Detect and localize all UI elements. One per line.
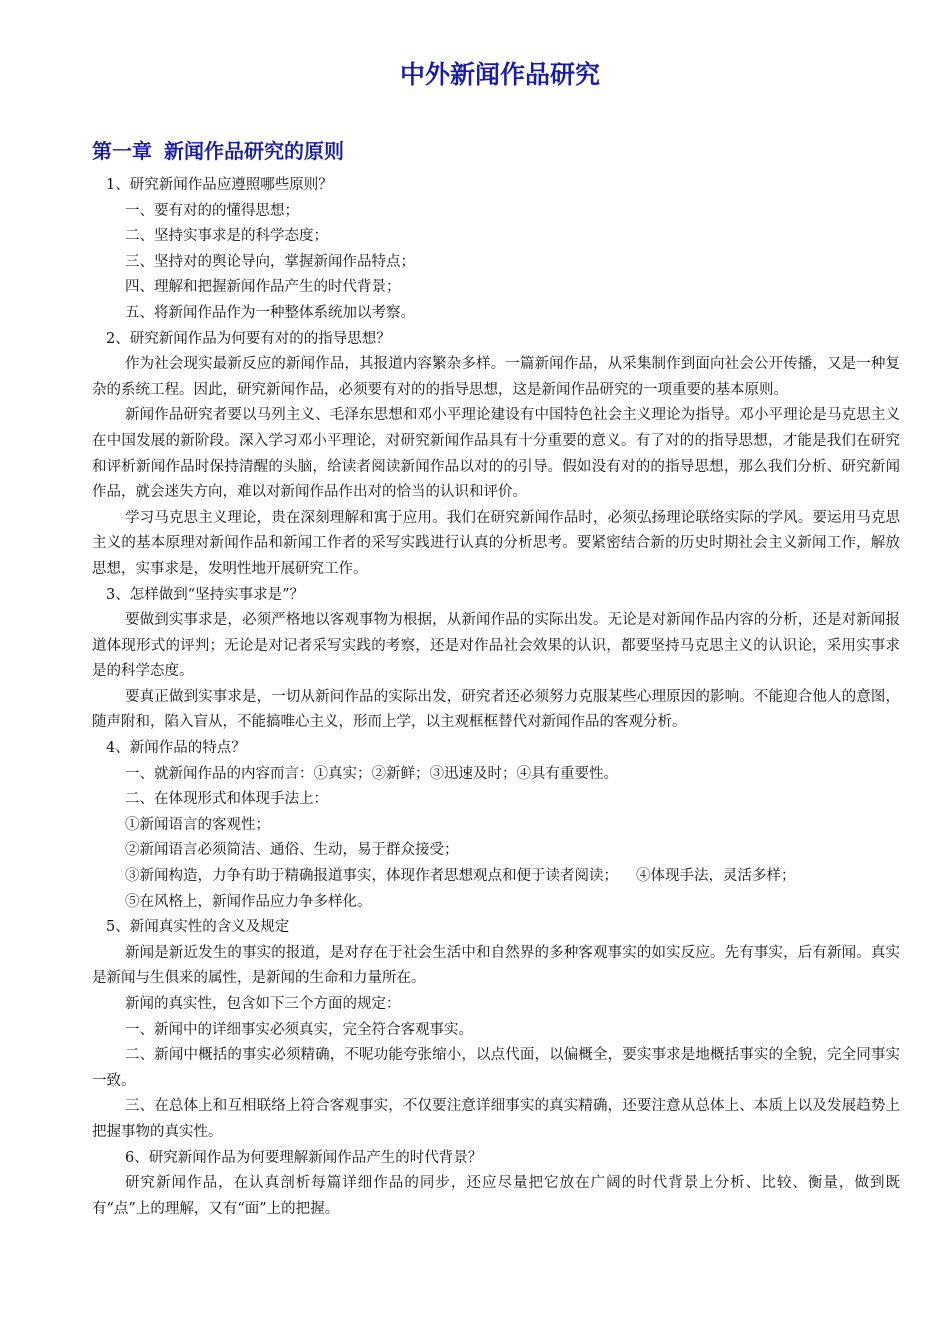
chapter-name: 新闻作品研究的原则: [164, 139, 344, 163]
indented-line: 四、理解和把握新闻作品产生的时代背景；: [125, 279, 401, 296]
question-heading: 4、新闻作品的特点？: [106, 740, 246, 757]
document-body: [92, 173, 900, 1222]
document-title: 中外新闻作品研究: [399, 60, 600, 89]
line-segment: ③新闻构造，力争有助于精确报道事实，体现作者思想观点和便于读者阅读；: [125, 868, 618, 885]
indented-line: 二、在体现形式和体现手法上：: [125, 791, 328, 808]
question-heading: 5、新闻真实性的含义及规定: [106, 919, 290, 936]
indented-line: [92, 864, 900, 890]
indented-line: 一、新闻中的详细事实必须真实，完全符合客观事实。: [125, 1021, 473, 1038]
body-paragraph: 要做到实事求是，必须严格地以客观事物为根据，从新闻作品的实际出发。无论是对新闻作品内容的分析，还是对新闻报道体现形式的评判；无论是对记者采写实践的考察，还是对作品社会效果的认识，都要坚持马克思主义的认识论，采用实事求是的科学态度。: [92, 612, 900, 680]
chapter-number: 第一章: [92, 139, 152, 163]
body-paragraph: 新闻作品研究者要以马列主义、毛泽东思想和邓小平理论建设有中国特色社会主义理论为指导。邓小平理论是马克思主义在中国发展的新阶段。深入学习邓小平理论，对研究新闻作品具有十分重要的意义。有了对的的指导思想，才能是我们在研究和评析新闻作品时保持清醒的头脑，给读者阅读新闻作品以对的的引导。假如没有对的的指导思想，那么我们分析、研究新闻作品，就会迷失方向，难以对新闻作品作出对的恰当的认识和评价。: [92, 407, 900, 501]
chapter-heading: [92, 137, 344, 165]
body-paragraph: 三、在总体上和互相联络上符合客观事实，不仅要注意详细事实的真实精确，还要注意从总体上、本质上以及发展趋势上把握事物的真实性。: [92, 1098, 900, 1140]
body-paragraph: 二、新闻中概括的事实必须精确，不呢功能夸张缩小，以点代面，以偏概全，要实事求是地概括事实的全貌，完全同事实一致。: [92, 1047, 900, 1089]
indented-line: 6、研究新闻作品为何要理解新闻作品产生的时代背景？: [125, 1149, 483, 1166]
indented-line: 一、要有对的的懂得思想；: [125, 202, 299, 219]
indented-line: 三、坚持对的舆论导向，掌握新闻作品特点；: [125, 253, 415, 270]
indented-line: 五、将新闻作品作为一种整体系统加以考察。: [125, 304, 415, 321]
indented-line: 新闻的真实性，包含如下三个方面的规定：: [125, 996, 401, 1012]
indented-line: ②新闻语言必须简洁、通俗、生动，易于群众接受；: [125, 842, 459, 859]
body-paragraph: 学习马克思主义理论，贵在深刻理解和寓于应用。我们在研究新闻作品时，必须弘扬理论联络实际的学风。要运用马克思主义的基本原理对新闻作品和新闻工作者的采写实践进行认真的分析思考。要紧密结合新的历史时期社会主义新闻工作，解放思想，实事求是，发明性地开展研究工作。: [92, 509, 900, 577]
body-paragraph: 新闻是新近发生的事实的报道，是对存在于社会生活中和自然界的多种客观事实的如实反应。先有事实，后有新闻。真实是新闻与生俱来的属性，是新闻的生命和力量所在。: [92, 944, 900, 987]
question-heading: 2、研究新闻作品为何要有对的的指导思想？: [106, 330, 391, 347]
indented-line: ⑤在风格上，新闻作品应力争多样化。: [125, 893, 372, 910]
body-paragraph: 研究新闻作品，在认真剖析每篇详细作品的同步，还应尽量把它放在广阔的时代背景上分析、比较、衡量，做到既有“点”上的理解，又有“面”上的把握。: [92, 1175, 900, 1217]
body-paragraph: 作为社会现实最新反应的新闻作品，其报道内容繁杂多样。一篇新闻作品，从采集制作到面向社会公开传播，又是一种复杂的系统工程。因此，研究新闻作品，必须要有对的的指导思想，这是新闻作品研究的一项重要的基本原则。: [92, 356, 900, 398]
indented-line: 一、就新闻作品的内容而言：①真实；②新鲜；③迅速及时；④具有重要性。: [125, 765, 618, 782]
body-paragraph: 要真正做到实事求是，一切从新问作品的实际出发，研究者还必须努力克服某些心理原因的影响。不能迎合他人的意图，随声附和，陷入盲从，不能搞唯心主义，形而上学，以主观框框替代对新闻作品的客观分析。: [92, 688, 900, 731]
question-heading: 3、怎样做到“坚持实事求是”？: [106, 586, 305, 603]
question-heading: 1、研究新闻作品应遵照哪些原则？: [106, 177, 333, 193]
line-segment: ④体现手法，灵活多样；: [636, 868, 796, 885]
indented-line: 二、坚持实事求是的科学态度；: [125, 228, 328, 245]
indented-line: ①新闻语言的客观性；: [125, 816, 270, 833]
